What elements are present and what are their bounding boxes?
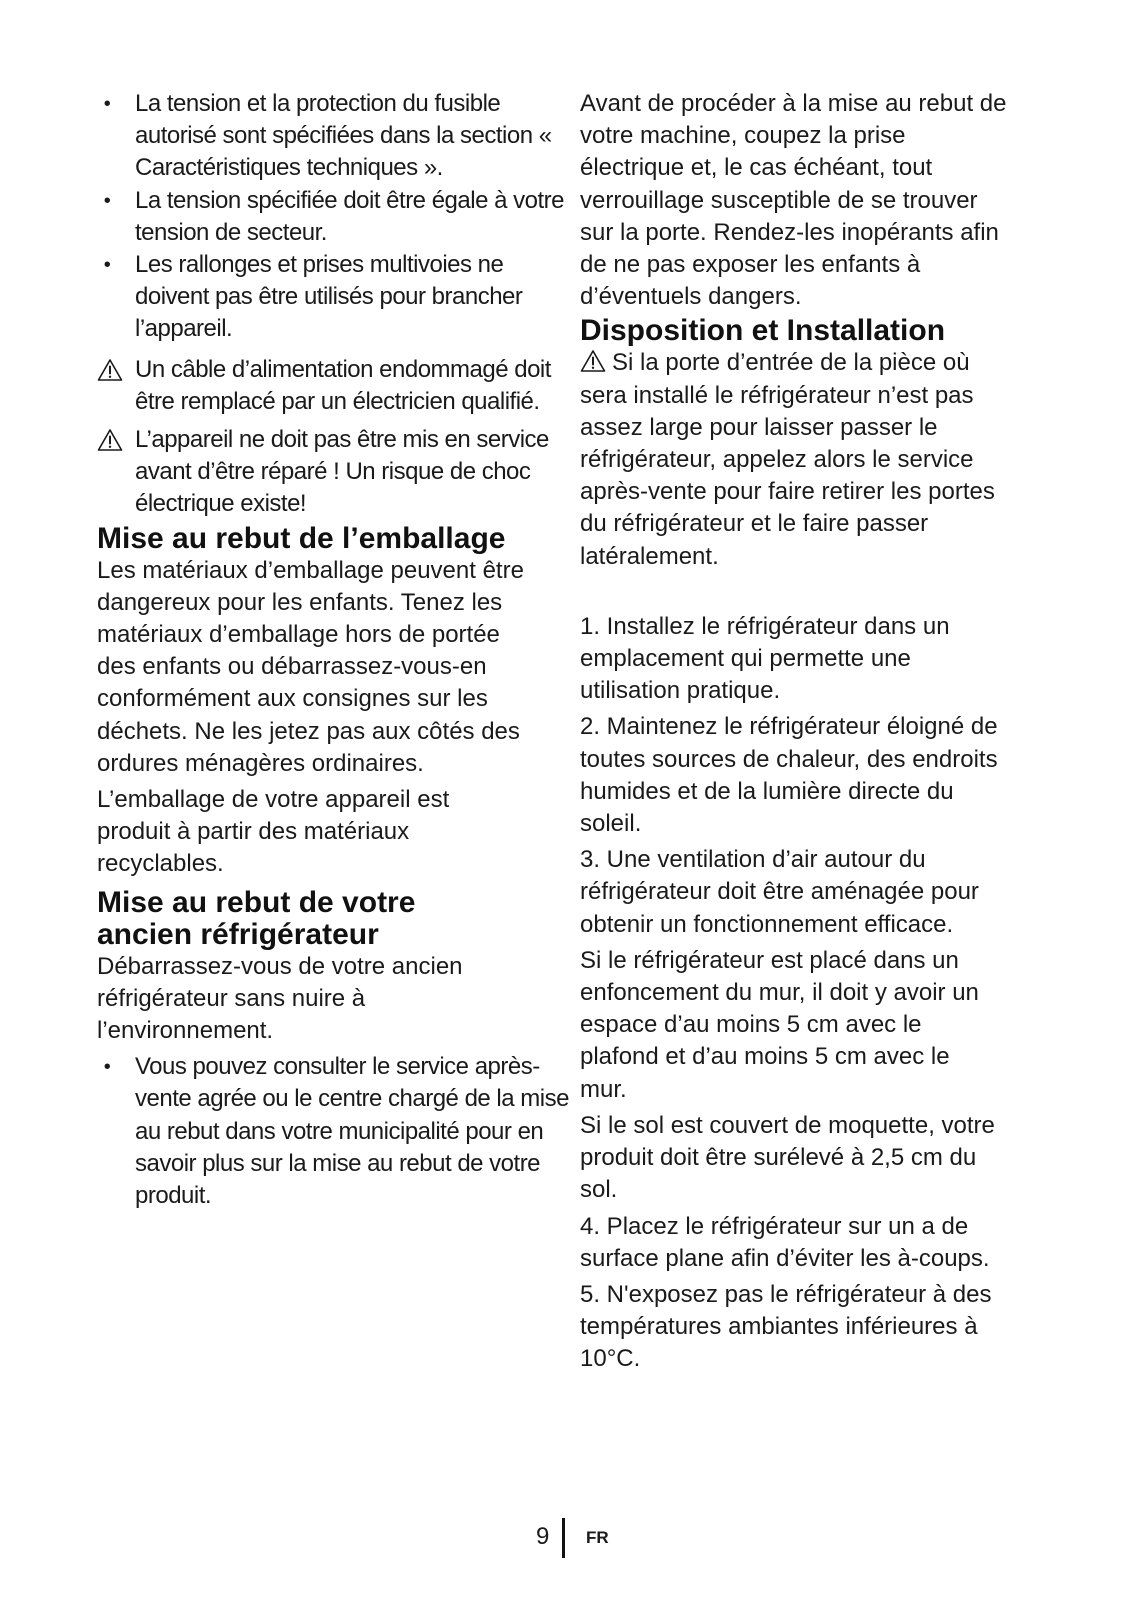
- paragraph: Si le sol est couvert de moquette, votre produit doit être surélevé à 2,5 cm du sol.: [580, 1111, 995, 1204]
- bullet-dot: •: [103, 189, 111, 212]
- list-item: 2. Maintenez le réfrigérateur éloigné de toutes sources de chaleur, des endroits humides et de la lumière directe du soleil.: [580, 713, 998, 838]
- bullet-item: [97, 1051, 585, 1212]
- paragraph: Si le réfrigérateur est placé dans un enfoncement du mur, il doit y avoir un espace d’au moins 5 cm avec le plafond et d’au moins 5 cm avec le mur.: [580, 946, 979, 1103]
- paragraph: L’emballage de votre appareil est produit à partir des matériaux recyclables.: [97, 786, 450, 878]
- warning-triangle-icon: [580, 349, 606, 373]
- warning-text: Un câble d’alimentation endommagé doit être remplacé par un électricien qualifié.: [135, 355, 551, 415]
- list-item: 1. Installez le réfrigérateur dans un emplacement qui permette une utilisation pratique.: [580, 612, 950, 705]
- paragraph: Les matériaux d’emballage peuvent être dangereux pour les enfants. Tenez les matériaux d’emballage hors de portée des enfants ou débarrassez-vous-en conformément aux consignes sur les déchets. Ne les jetez pas aux côtés des ordures ménagères ordinaires.: [97, 556, 524, 777]
- paragraph: Avant de procéder à la mise au rebut de votre machine, coupez la prise électrique et, le cas échéant, tout verrouillage susceptible de se trouver sur la porte. Rendez-les inopérants afin de ne pas exposer les enfants à d’éventuels dangers.: [580, 90, 1007, 311]
- warning-triangle-icon: [97, 358, 123, 382]
- section-heading: Mise au rebut de l’emballage: [97, 521, 506, 555]
- bullet-dot: •: [103, 1056, 111, 1079]
- list-item: 5. N'exposez pas le réfrigérateur à des températures ambiantes inférieures à 10°C.: [580, 1280, 992, 1373]
- footer-divider: [562, 1518, 565, 1558]
- warning-note: [97, 354, 575, 418]
- warning-text: Si la porte d’entrée de la pièce où sera installé le réfrigérateur n’est pas assez large pour laisser passer le réfrigérateur, appelez alors le service après-vente pour faire retirer les portes du réfrigérateur et le faire passer latéralement.: [580, 349, 995, 570]
- bullet-dot: •: [103, 254, 111, 277]
- section-heading: Mise au rebut de votre ancien réfrigérateur: [97, 885, 416, 951]
- list-item: 3. Une ventilation d’air autour du réfrigérateur doit être aménagée pour obtenir un fonctionnement efficace.: [580, 846, 979, 938]
- bullet-item: [97, 185, 580, 249]
- bullet-item: [97, 249, 555, 346]
- warning-text: L’appareil ne doit pas être mis en service avant d’être réparé ! Un risque de choc électrique existe!: [135, 426, 549, 518]
- paragraph: Débarrassez-vous de votre ancien réfrigérateur sans nuire à l’environnement.: [97, 952, 463, 1045]
- bullet-dot: •: [103, 93, 111, 115]
- warning-note: [97, 424, 585, 521]
- bullet-text: Vous pouvez consulter le service après-vente agrée ou le centre chargé de la mise au rebut dans votre municipalité pour en savoir plus sur la mise au rebut de votre produit.: [135, 1053, 569, 1210]
- list-item: 4. Placez le réfrigérateur sur un a de surface plane afin d’éviter les à-coups.: [580, 1212, 990, 1272]
- warning-paragraph: [580, 347, 1020, 572]
- bullet-item: [97, 88, 565, 185]
- page-number: 9: [536, 1523, 550, 1550]
- bullet-text: Les rallonges et prises multivoies ne doivent pas être utilisés pour brancher l’appareil.: [135, 251, 523, 343]
- section-heading: Disposition et Installation: [580, 314, 946, 348]
- right-column: [580, 88, 1030, 1376]
- bullet-text: La tension et la protection du fusible autorisé sont spécifiées dans la section « Caractéristiques techniques ».: [135, 90, 552, 182]
- left-column: [97, 88, 569, 1212]
- warning-triangle-icon: [97, 428, 123, 452]
- language-code: FR: [586, 1528, 609, 1547]
- bullet-text: La tension spécifiée doit être égale à votre tension de secteur.: [135, 186, 564, 246]
